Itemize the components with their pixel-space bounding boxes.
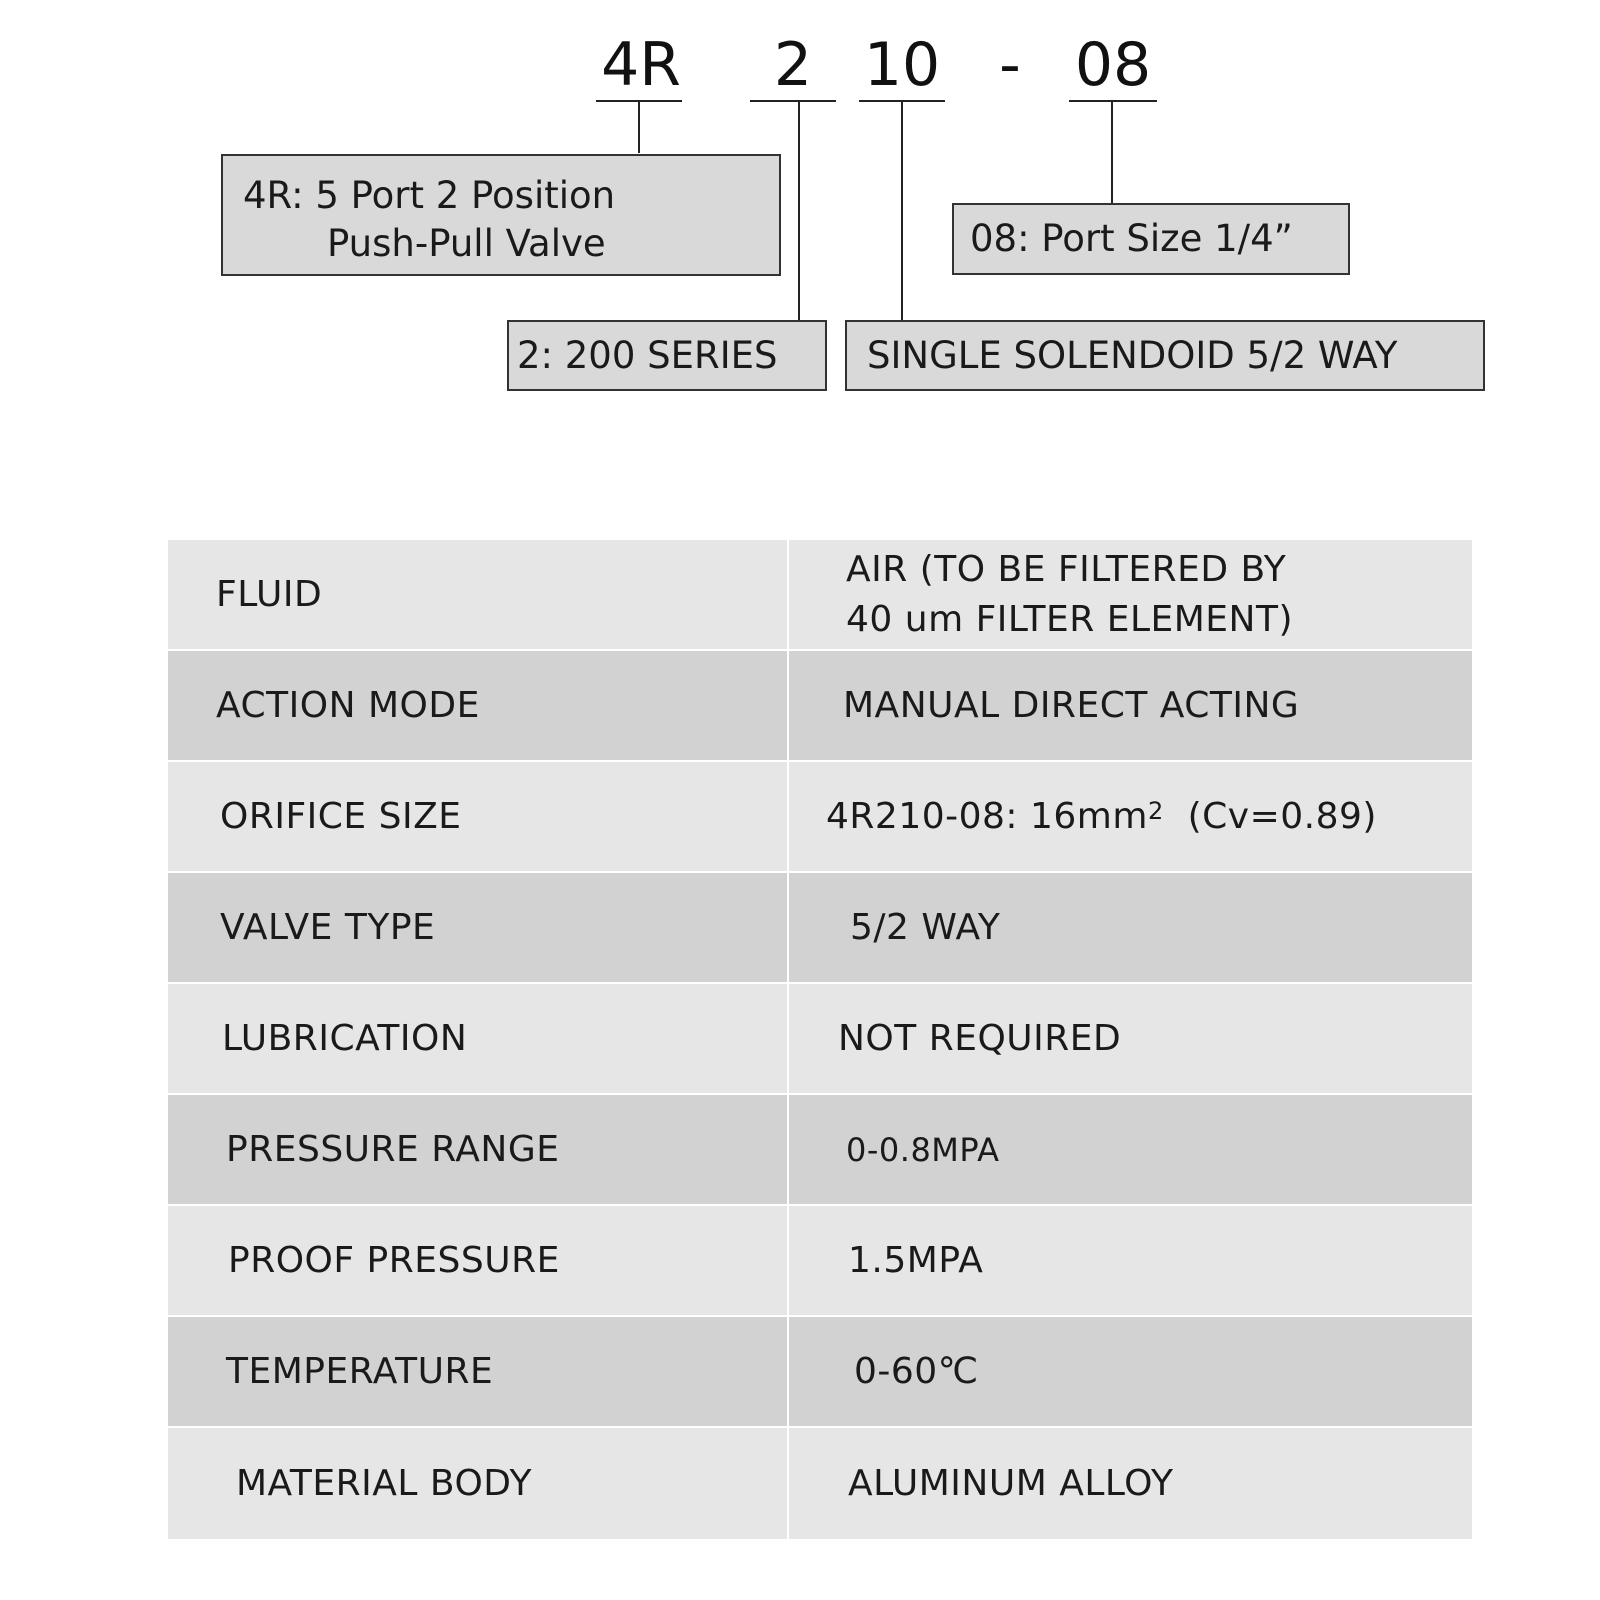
column-divider	[787, 1317, 789, 1426]
table-row	[168, 762, 1472, 873]
spec-value-line2: 40 um FILTER ELEMENT)	[846, 598, 1294, 640]
column-divider	[787, 651, 789, 760]
spec-param: ACTION MODE	[216, 685, 480, 726]
spec-param: MATERIAL BODY	[236, 1463, 533, 1504]
table-row	[168, 984, 1472, 1095]
spec-value	[826, 762, 1377, 871]
spec-param: FLUID	[216, 574, 323, 615]
table-row	[168, 1206, 1472, 1317]
column-divider	[787, 540, 789, 649]
spec-value-suffix: (Cv=0.89)	[1187, 796, 1377, 837]
spec-value: 0-60℃	[854, 1351, 979, 1392]
code-port: 08	[1074, 30, 1152, 100]
table-row	[168, 1428, 1472, 1539]
spec-value: MANUAL DIRECT ACTING	[843, 685, 1300, 726]
leader-line-type	[901, 101, 903, 321]
spec-value-main: 4R210-08: 16mm	[826, 796, 1148, 837]
code-series: 2	[773, 30, 813, 100]
spec-value	[846, 540, 1293, 649]
spec-value: 5/2 WAY	[850, 907, 1001, 948]
column-divider	[787, 1206, 789, 1315]
column-divider	[787, 1428, 789, 1539]
table-row	[168, 1095, 1472, 1206]
code-series-underline	[750, 100, 836, 102]
legend-series-text: 2: 200 SERIES	[517, 334, 778, 377]
legend-type-text: SINGLE SOLENDOID 5/2 WAY	[867, 334, 1398, 377]
column-divider	[787, 984, 789, 1093]
code-series-prefix: 4R	[601, 30, 681, 100]
legend-box-type	[845, 320, 1485, 391]
spec-param: TEMPERATURE	[226, 1351, 494, 1392]
legend-prefix-line1: 4R: 5 Port 2 Position	[243, 174, 616, 217]
code-type: 10	[863, 30, 941, 100]
leader-line-prefix	[638, 101, 640, 153]
code-separator: -	[999, 30, 1021, 100]
code-port-underline	[1069, 100, 1157, 102]
spec-value-superscript: 2	[1147, 796, 1164, 825]
table-row	[168, 651, 1472, 762]
legend-box-prefix	[221, 154, 781, 276]
leader-line-series	[798, 101, 800, 321]
spec-table	[168, 540, 1472, 1539]
column-divider	[787, 873, 789, 982]
legend-prefix-line2: Push-Pull Valve	[327, 222, 606, 265]
spec-param: VALVE TYPE	[220, 907, 436, 948]
spec-value: 0-0.8MPA	[846, 1130, 1000, 1169]
spec-param: LUBRICATION	[222, 1018, 468, 1059]
table-row	[168, 1317, 1472, 1428]
spec-value: ALUMINUM ALLOY	[848, 1463, 1174, 1504]
spec-value: 1.5MPA	[848, 1240, 984, 1281]
legend-port-text: 08: Port Size 1/4”	[970, 217, 1293, 260]
table-row	[168, 873, 1472, 984]
spec-param: PROOF PRESSURE	[228, 1240, 560, 1281]
column-divider	[787, 762, 789, 871]
spec-param: PRESSURE RANGE	[226, 1129, 560, 1170]
legend-box-series	[507, 320, 827, 391]
leader-line-port	[1111, 101, 1113, 203]
spec-value-line1: AIR (TO BE FILTERED BY	[846, 548, 1287, 590]
spec-param: ORIFICE SIZE	[220, 796, 462, 837]
spec-value: NOT REQUIRED	[838, 1018, 1122, 1059]
legend-box-port	[952, 203, 1350, 275]
table-row	[168, 540, 1472, 651]
column-divider	[787, 1095, 789, 1204]
